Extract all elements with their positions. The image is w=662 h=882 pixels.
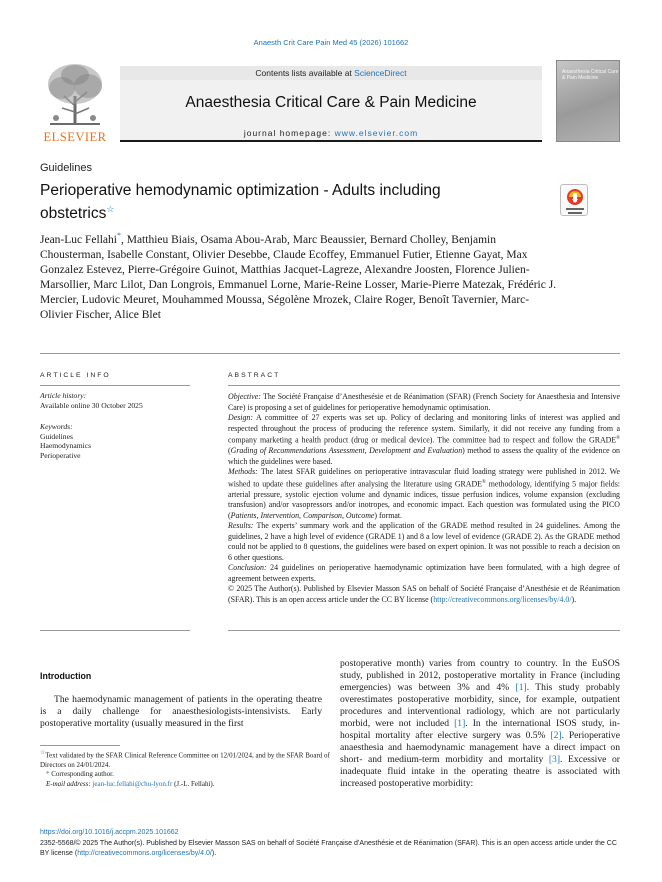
journal-box: [120, 80, 542, 142]
abstract-heading: ABSTRACT: [228, 372, 281, 379]
objective-text: The Société Française d’Anesthesésie et de Réanimation (SFAR) (French Society for Anaesthesia and Intensive Care) is proposing a set of guidelines for perioperative hemodynamic optimisation.: [228, 392, 620, 412]
body-text: . This study probably overestimates postoperative morbidity, since, for example, outpatient procedures and interventional radiology, which are not particularly morbid, were not included: [340, 682, 620, 729]
elsevier-logo[interactable]: [40, 58, 110, 144]
keyword-item: Haemodynamics: [40, 441, 92, 450]
journal-title: Anaesthesia Critical Care & Pain Medicine: [185, 94, 477, 111]
license-link[interactable]: http://creativecommons.org/licenses/by/4.0/: [433, 594, 572, 604]
article-info-heading: ARTICLE INFO: [40, 372, 111, 379]
reference-link[interactable]: [1]: [454, 718, 466, 729]
article-section: Guidelines: [40, 162, 92, 174]
reference-link[interactable]: [3]: [548, 754, 561, 765]
doi-link[interactable]: https://doi.org/10.1016/j.accpm.2025.101662: [40, 829, 179, 836]
abstract-design: [228, 413, 620, 467]
results-text: The experts’ summary work and the application of the GRADE method resulted in 24 guidelines. Among the guidelines, 2 have a high level of evidence (GRADE 1) and 8 a low level of evidence (GRADE 2). As the GRADE method could not be applied to 8 questions, the guidelines were based on expert opinion. It was not possible to reach a decision on 6 other questions.: [228, 521, 620, 562]
history-label: Article history:: [40, 391, 87, 400]
corresponding-text: Corresponding author.: [51, 770, 114, 779]
article-info: [40, 391, 190, 460]
article-title: [40, 181, 500, 223]
issn-license-link[interactable]: http://creativecommons.org/licenses/by/4.0/: [77, 849, 212, 857]
body-text: . Excessive or inadequate fluid intake in the operating theatre is associated with increased postoperative morbidity:: [340, 754, 620, 789]
corresponding-author-mark[interactable]: *: [116, 231, 121, 240]
email-footnote: [40, 780, 330, 790]
author-list: [40, 228, 560, 323]
title-footnote-mark: ☆: [40, 750, 46, 756]
conclusion-text: 24 guidelines on perioperative haemodynamic optimization have been formulated, with a high degree of agreement between experts.: [228, 563, 620, 583]
results-label: Results:: [228, 521, 254, 531]
elsevier-tree-icon: [40, 58, 110, 144]
first-author: Jean-Luc Fellahi: [40, 233, 117, 246]
issn-copyright: [40, 839, 622, 858]
history-value: Available online 30 October 2025: [40, 400, 143, 410]
homepage-link[interactable]: www.elsevier.com: [334, 128, 419, 138]
body-text: . In the international ISOS study, in-hospital mortality after elective surgery was 0.5%: [340, 718, 620, 741]
article-info-bottom-rule: [40, 630, 190, 631]
contents-bar: [120, 66, 542, 80]
copyright-text: © 2025 The Author(s). Published by Elsevier Masson SAS on behalf of Société Française d’Anesthésie et de Réanimation (SFAR). This is an open access article under the CC BY license (: [228, 584, 620, 604]
abstract-divider: [228, 385, 620, 386]
design-label: Design:: [228, 413, 253, 422]
homepage-prefix: journal homepage:: [243, 128, 335, 138]
methods-label: Methods:: [228, 467, 258, 477]
methods-text: The latest SFAR guidelines on perioperative intravascular fluid loading strategy were published in 2012. We wished to update these guidelines after analysing the literature using GRADE: [228, 467, 620, 489]
conclusion-label: Conclusion:: [228, 563, 267, 573]
introduction-heading: Introduction: [40, 671, 92, 681]
body-text: . Perioperative anaesthesia and haemodynamic management have a direct impact on short- and medium-term morbidity and mortality: [340, 730, 620, 765]
methods-text: methodology, identifying 5 major fields: arterial pressure, systolic ejection volume and dynamic indices, tissue perfusion indices, volume expansion (excluding transfusion) and/or vasopressors and/or inotropes, and economic impact. Each question was formulated using the PICO (: [228, 479, 621, 520]
design-grade-expansion: Grading of Recommendations Assessment, Development and Evaluation: [230, 446, 463, 456]
body-text: postoperative month) varies from country to country. In the EuSOS study, published in 2012, postoperative mortality in France (including emergencies) was between 3% and 4%: [340, 658, 620, 693]
keyword-item: Perioperative: [40, 450, 81, 460]
corresponding-mark: *: [46, 770, 50, 779]
elsevier-wordmark: ELSEVIER: [43, 130, 107, 144]
article-info-divider: [40, 385, 190, 386]
keywords-label: Keywords:: [40, 422, 73, 431]
title-footnote-mark[interactable]: ☆: [106, 204, 115, 214]
design-text: ) method to assess the quality of the evidence on which the guidelines were based.: [228, 446, 620, 466]
check-for-updates-button[interactable]: [560, 184, 588, 216]
footnotes: [40, 749, 330, 789]
validation-footnote: [40, 749, 330, 770]
email-link[interactable]: jean-luc.fellahi@chu-lyon.fr: [92, 779, 173, 788]
issn-text: 2352-5568/© 2025 The Author(s). Published by Elsevier Masson SAS on behalf of Société Française d’Anesthésie et de Réanimation (SFAR). This is an open access article under the CC BY license (: [40, 840, 617, 857]
abstract-methods: [228, 467, 620, 521]
registered-mark: ®: [482, 479, 486, 485]
body-column-right: [340, 658, 620, 790]
header-divider: [40, 353, 620, 354]
copyright-end: ).: [571, 594, 577, 604]
keyword-item: Guidelines: [40, 431, 73, 441]
methods-pico-expansion: Patients, Intervention, Comparison, Outcome: [230, 510, 375, 520]
email-label: E-mail address:: [46, 779, 91, 788]
journal-cover-thumbnail[interactable]: [556, 60, 620, 142]
body-column-left: The haemodynamic management of patients in the operating theatre is a daily challenge for anaesthesiologists-intensivists. Early postoperative mortality (usually measured in the first: [40, 694, 322, 729]
registered-mark: ®: [616, 436, 620, 441]
issn-end: ).: [211, 849, 217, 857]
design-text: (: [228, 446, 231, 456]
journal-homepage: [120, 128, 542, 138]
abstract-bottom-rule: [228, 630, 620, 631]
corresponding-footnote: [40, 770, 330, 780]
abstract-objective: [228, 392, 620, 413]
validation-text: Text validated by the SFAR Clinical Reference Committee on 12/01/2024, and by the SFAR Board of Directors on 24/01/2024.: [40, 751, 330, 769]
abstract-copyright: [228, 584, 620, 605]
journal-header: [120, 66, 542, 142]
other-authors: , Matthieu Biais, Osama Abou-Arab, Marc Beaussier, Bernard Cholley, Benjamin Chousterman, Isabelle Constant, Olivier Desebbe, Claude Ecoffey, Emmanuel Futier, Etienne Gayat, Max Gonzalez Estevez, Pierre-Grégoire Guinot, Matthias Jacquet-Lagreze, Alexandre Joosten, Florence Julien-Marsollier, Marc Lilot, Dan Longrois, Emmanuel Lorne, Marie-Reine Losser, Marie-Pierre Matezak, Frédéric J. Mercier, Ludovic Meuret, Mouhammed Moussa, Ségolène Mrozek, Claire Roger, Benoît Tavernier, Marc-Olivier Fischer, Alice Blet: [40, 233, 557, 321]
reference-link[interactable]: [1]: [515, 682, 527, 693]
footnote-rule: [40, 745, 120, 746]
cover-title: Anaesthesia Critical Care & Pain Medicine: [562, 69, 619, 81]
design-text: A committee of 27 experts was set up. Policy of declaring and monitoring links of interest was applied and respected throughout the process of producing the reference system. Similarly, it did not receive any funding from a company marketing a health product (drug or medical device). The committee had to respect and follow the GRADE: [228, 413, 620, 445]
check-updates-icon: [561, 185, 589, 217]
abstract-body: [228, 392, 620, 605]
article-title-text: Perioperative hemodynamic optimization - Adults including obstetrics: [40, 182, 441, 223]
abstract-results: [228, 521, 620, 563]
reference-link[interactable]: [2]: [550, 730, 562, 741]
abstract-conclusion: [228, 563, 620, 584]
email-suffix: (J.-L. Fellahi).: [172, 779, 215, 788]
contents-prefix: Contents lists available at: [255, 68, 355, 78]
methods-text: ) format.: [374, 510, 403, 520]
journal-citation[interactable]: Anaesth Crit Care Pain Med 45 (2026) 101662: [253, 38, 409, 47]
objective-label: Objective:: [228, 392, 261, 401]
sciencedirect-link[interactable]: ScienceDirect: [354, 68, 407, 78]
